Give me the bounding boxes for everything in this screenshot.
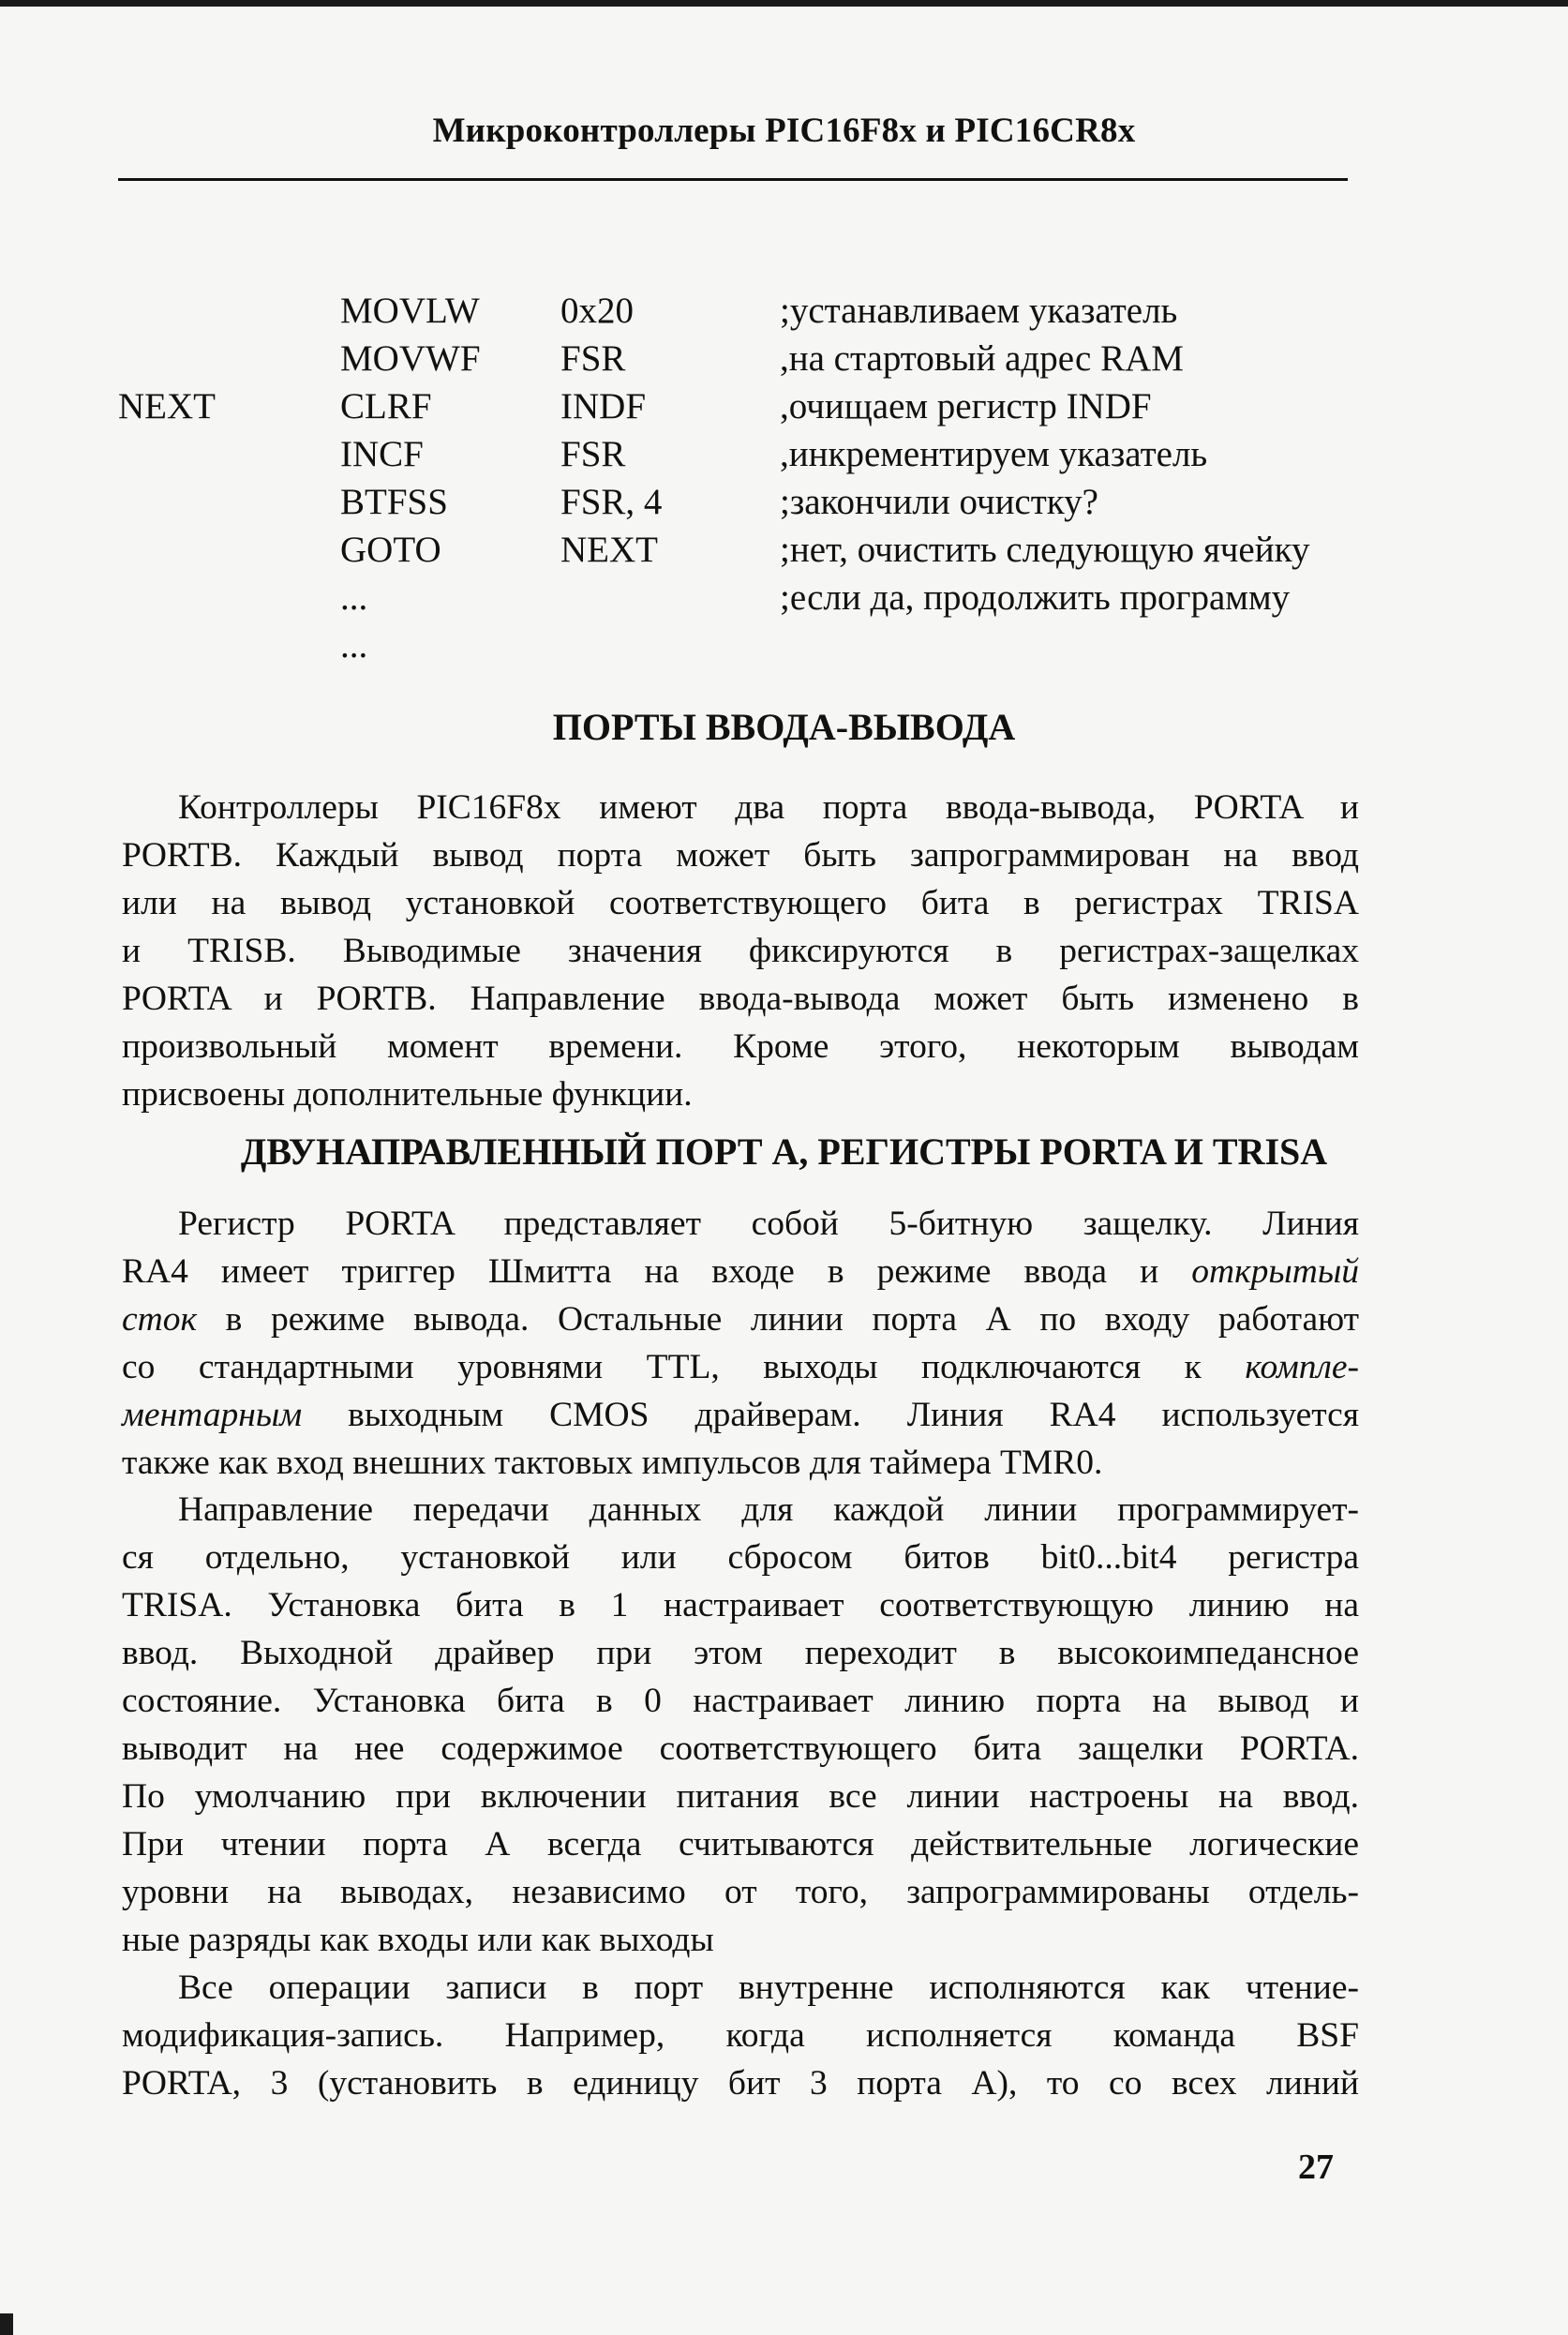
italic-term: сток [122,1300,198,1339]
code-comment: ;устанавливаем указатель [780,291,1178,331]
italic-term: открытый [1191,1252,1359,1291]
text-line: По умолчанию при включении питания все линии настроены на ввод. [122,1777,1359,1816]
code-operand: FSR [560,434,626,474]
section-title-port-a: ДВУНАПРАВЛЕННЫЙ ПОРТ А, РЕГИСТРЫ PORTA И TRISA [240,1130,1328,1173]
code-comment: ,инкрементируем указатель [780,434,1208,474]
text-line: уровни на выводах, независимо от того, запрограммированы отдель- [122,1873,1359,1911]
italic-term: ментарным [122,1396,303,1434]
text-line: и TRISB. Выводимые значения фиксируются в регистрах-защелках [122,932,1359,970]
text-line: также как вход внешних тактовых импульсов для таймера TMR0. [122,1444,1103,1482]
paragraph-trisa-direction [122,1486,1359,1964]
text-line [122,1391,1359,1439]
code-operand: FSR, 4 [560,482,663,522]
code-opcode: MOVWF [340,338,481,379]
code-opcode: MOVLW [340,291,480,331]
code-opcode: ... [340,625,368,666]
text-line: Регистр PORTA представляет собой 5-битную защелку. Линия [178,1205,1359,1243]
text-line: произвольный момент времени. Кроме этого, некоторым выводам [122,1027,1359,1066]
code-row [0,287,1568,335]
text-line: Контроллеры PIC16F8x имеют два порта ввода-вывода, PORTA и [178,788,1359,827]
header-rule [118,178,1348,181]
text-run: в режиме вывода. Остальные линии порта А по входу работают [197,1300,1359,1339]
page-number: 27 [1298,2148,1334,2187]
text-run: RA4 имеет триггер Шмитта на входе в режиме ввода и [122,1252,1192,1291]
text-line: состояние. Установка бита в 0 настраивает линию порта на вывод и [122,1682,1359,1720]
code-row [0,335,1568,382]
text-line: модификация-запись. Например, когда исполняется команда BSF [122,2016,1359,2055]
code-comment: ,на стартовый адрес RAM [780,338,1184,379]
code-opcode: INCF [340,434,424,474]
code-opcode: GOTO [340,530,441,570]
paragraph-porta-register [122,1200,1359,1487]
text-line [122,1343,1359,1391]
text-line: PORTB. Каждый вывод порта может быть запрограммирован на ввод [122,836,1359,875]
paragraph-io-ports [122,784,1359,1118]
code-row [0,382,1568,430]
code-opcode: CLRF [340,386,432,427]
text-line: PORTA и PORTB. Направление ввода-вывода может быть изменено в [122,980,1359,1018]
text-line: TRISA. Установка бита в 1 настраивает соответствующую линию на [122,1586,1359,1624]
text-line: ные разряды как входы или как выходы [122,1921,714,1959]
text-run: со стандартными уровнями TTL, выходы подключаются к [122,1348,1246,1386]
code-comment: ;нет, очистить следующую ячейку [780,530,1310,570]
text-line: или на вывод установкой соответствующего бита в регистрах TRISA [122,884,1359,922]
text-line: Все операции записи в порт внутренне исполняются как чтение- [178,1968,1359,2007]
italic-term: комплe- [1245,1348,1359,1386]
text-line: ся отдельно, установкой или сбросом битов bit0...bit4 регистра [122,1538,1359,1577]
text-line: Направление передачи данных для каждой линии программирует- [178,1490,1359,1529]
text-line [122,1295,1359,1343]
code-comment: ;закончили очистку? [780,482,1098,522]
text-line: PORTA, 3 (установить в единицу бит 3 порта А), то со всех линий [122,2064,1359,2103]
code-operand: INDF [560,386,647,427]
scan-edge-corner [0,2313,13,2335]
code-row [0,574,1568,621]
code-operand: NEXT [560,530,658,570]
code-comment: ;если да, продолжить программу [780,577,1291,618]
text-line: ввод. Выходной драйвер при этом переходит в высокоимпедансное [122,1634,1359,1672]
running-header: Микроконтроллеры PIC16F8x и PIC16CR8x [432,112,1136,150]
code-comment: ,очищаем регистр INDF [780,386,1152,427]
text-run: выходным CMOS драйверам. Линия RA4 используется [302,1396,1359,1434]
code-row [0,526,1568,574]
paragraph-read-modify-write [122,1964,1359,2107]
code-row [0,621,1568,669]
code-label: NEXT [118,386,216,427]
code-opcode: BTFSS [340,482,448,522]
text-line: выводит на нее содержимое соответствующего бита защелки PORTA. [122,1729,1359,1768]
code-row [0,430,1568,478]
code-operand: 0x20 [560,291,634,331]
code-operand: FSR [560,338,626,379]
section-title-io-ports: ПОРТЫ ВВОДА-ВЫВОДА [552,706,1016,748]
code-opcode: ... [340,577,368,618]
text-line [122,1248,1359,1295]
scan-edge-top [0,0,1568,7]
code-row [0,478,1568,526]
text-line: присвоены дополнительные функции. [122,1075,693,1114]
code-listing [0,287,1568,669]
text-line: При чтении порта А всегда считываются действительные логические [122,1825,1359,1864]
